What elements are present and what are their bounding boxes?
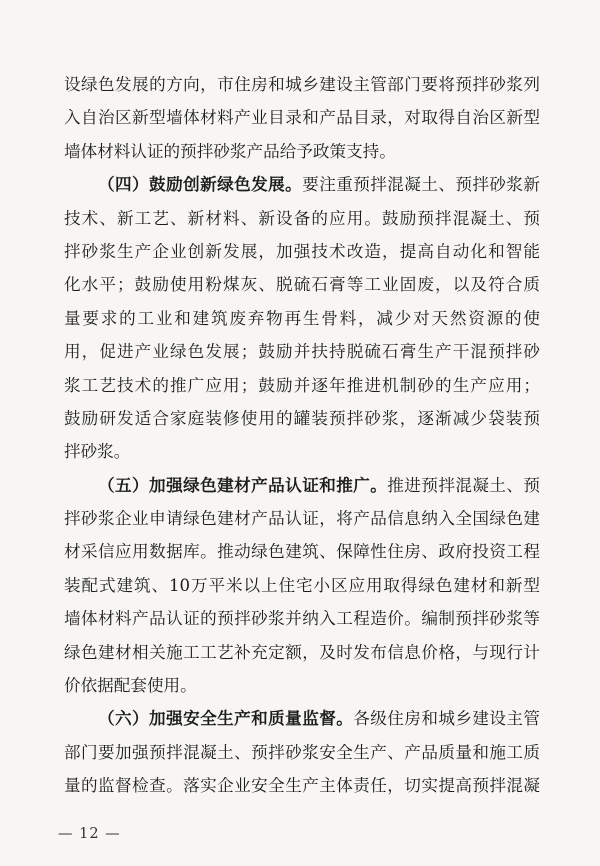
text-line-with-heading xyxy=(64,168,540,201)
text-line: 材采信应用数据库。推动绿色建筑、保障性住房、政府投资工程 xyxy=(64,542,540,562)
text-line: 化水平；鼓励使用粉煤灰、脱硫石膏等工业固废，以及符合质 xyxy=(64,275,540,295)
text-run: 各级住房和城乡建设主管 xyxy=(353,709,540,729)
body-text xyxy=(64,68,540,803)
section-heading-four: （四）鼓励创新绿色发展。 xyxy=(98,174,303,195)
text-line: 量要求的工业和建筑废弃物再生骨料，减少对天然资源的使 xyxy=(64,308,540,328)
paragraph-four xyxy=(64,168,540,469)
text-line-with-heading xyxy=(64,702,540,735)
text-line: 拌砂浆生产企业创新发展，加强技术改造，提高自动化和智能 xyxy=(64,241,540,261)
text-line: 绿色建材相关施工工艺补充定额，及时发布信息价格，与现行计 xyxy=(64,642,540,662)
text-line: 浆工艺技术的推广应用；鼓励并逐年推进机制砂的生产应用； xyxy=(64,375,540,395)
section-heading-five: （五）加强绿色建材产品认证和推广。 xyxy=(98,474,388,495)
text-line: 量的监督检查。落实企业安全生产主体责任，切实提高预拌混凝 xyxy=(64,776,540,796)
paragraph-continued xyxy=(64,68,540,168)
text-line: 价依据配套使用。 xyxy=(64,676,197,696)
text-line: 部门要加强预拌混凝土、预拌砂浆安全生产、产品质量和施工质 xyxy=(64,742,540,762)
text-line: 墙体材料认证的预拌砂浆产品给予政策支持。 xyxy=(64,141,396,161)
text-line: 设绿色发展的方向，市住房和城乡建设主管部门要将预拌砂浆列 xyxy=(64,75,540,94)
text-line: 用，促进产业绿色发展；鼓励并扶持脱硫石膏生产干混预拌砂 xyxy=(64,342,540,362)
section-heading-six: （六）加强安全生产和质量监督。 xyxy=(98,708,354,729)
text-line: 拌砂浆。 xyxy=(64,442,131,462)
text-line: 装配式建筑、10万平米以上住宅小区应用取得绿色建材和新型 xyxy=(64,575,540,595)
paragraph-six xyxy=(64,702,540,802)
text-run: 要注重预拌混凝土、预拌砂浆新 xyxy=(302,175,540,195)
text-line: 鼓励研发适合家庭装修使用的罐装预拌砂浆，逐渐减少袋装预 xyxy=(64,408,540,428)
text-line: 墙体材料产品认证的预拌砂浆并纳入工程造价。编制预拌砂浆等 xyxy=(64,609,540,629)
text-line: 拌砂浆企业申请绿色建材产品认证，将产品信息纳入全国绿色建 xyxy=(64,509,540,529)
text-line: 技术、新工艺、新材料、新设备的应用。鼓励预拌混凝土、预 xyxy=(64,208,540,228)
page-number: — 12 — xyxy=(58,826,121,842)
text-run: 推进预拌混凝土、预 xyxy=(387,475,540,495)
paragraph-five xyxy=(64,469,540,703)
text-line: 入自治区新型墙体材料产业目录和产品目录，对取得自治区新型 xyxy=(64,108,540,128)
text-line-with-heading xyxy=(64,469,540,502)
